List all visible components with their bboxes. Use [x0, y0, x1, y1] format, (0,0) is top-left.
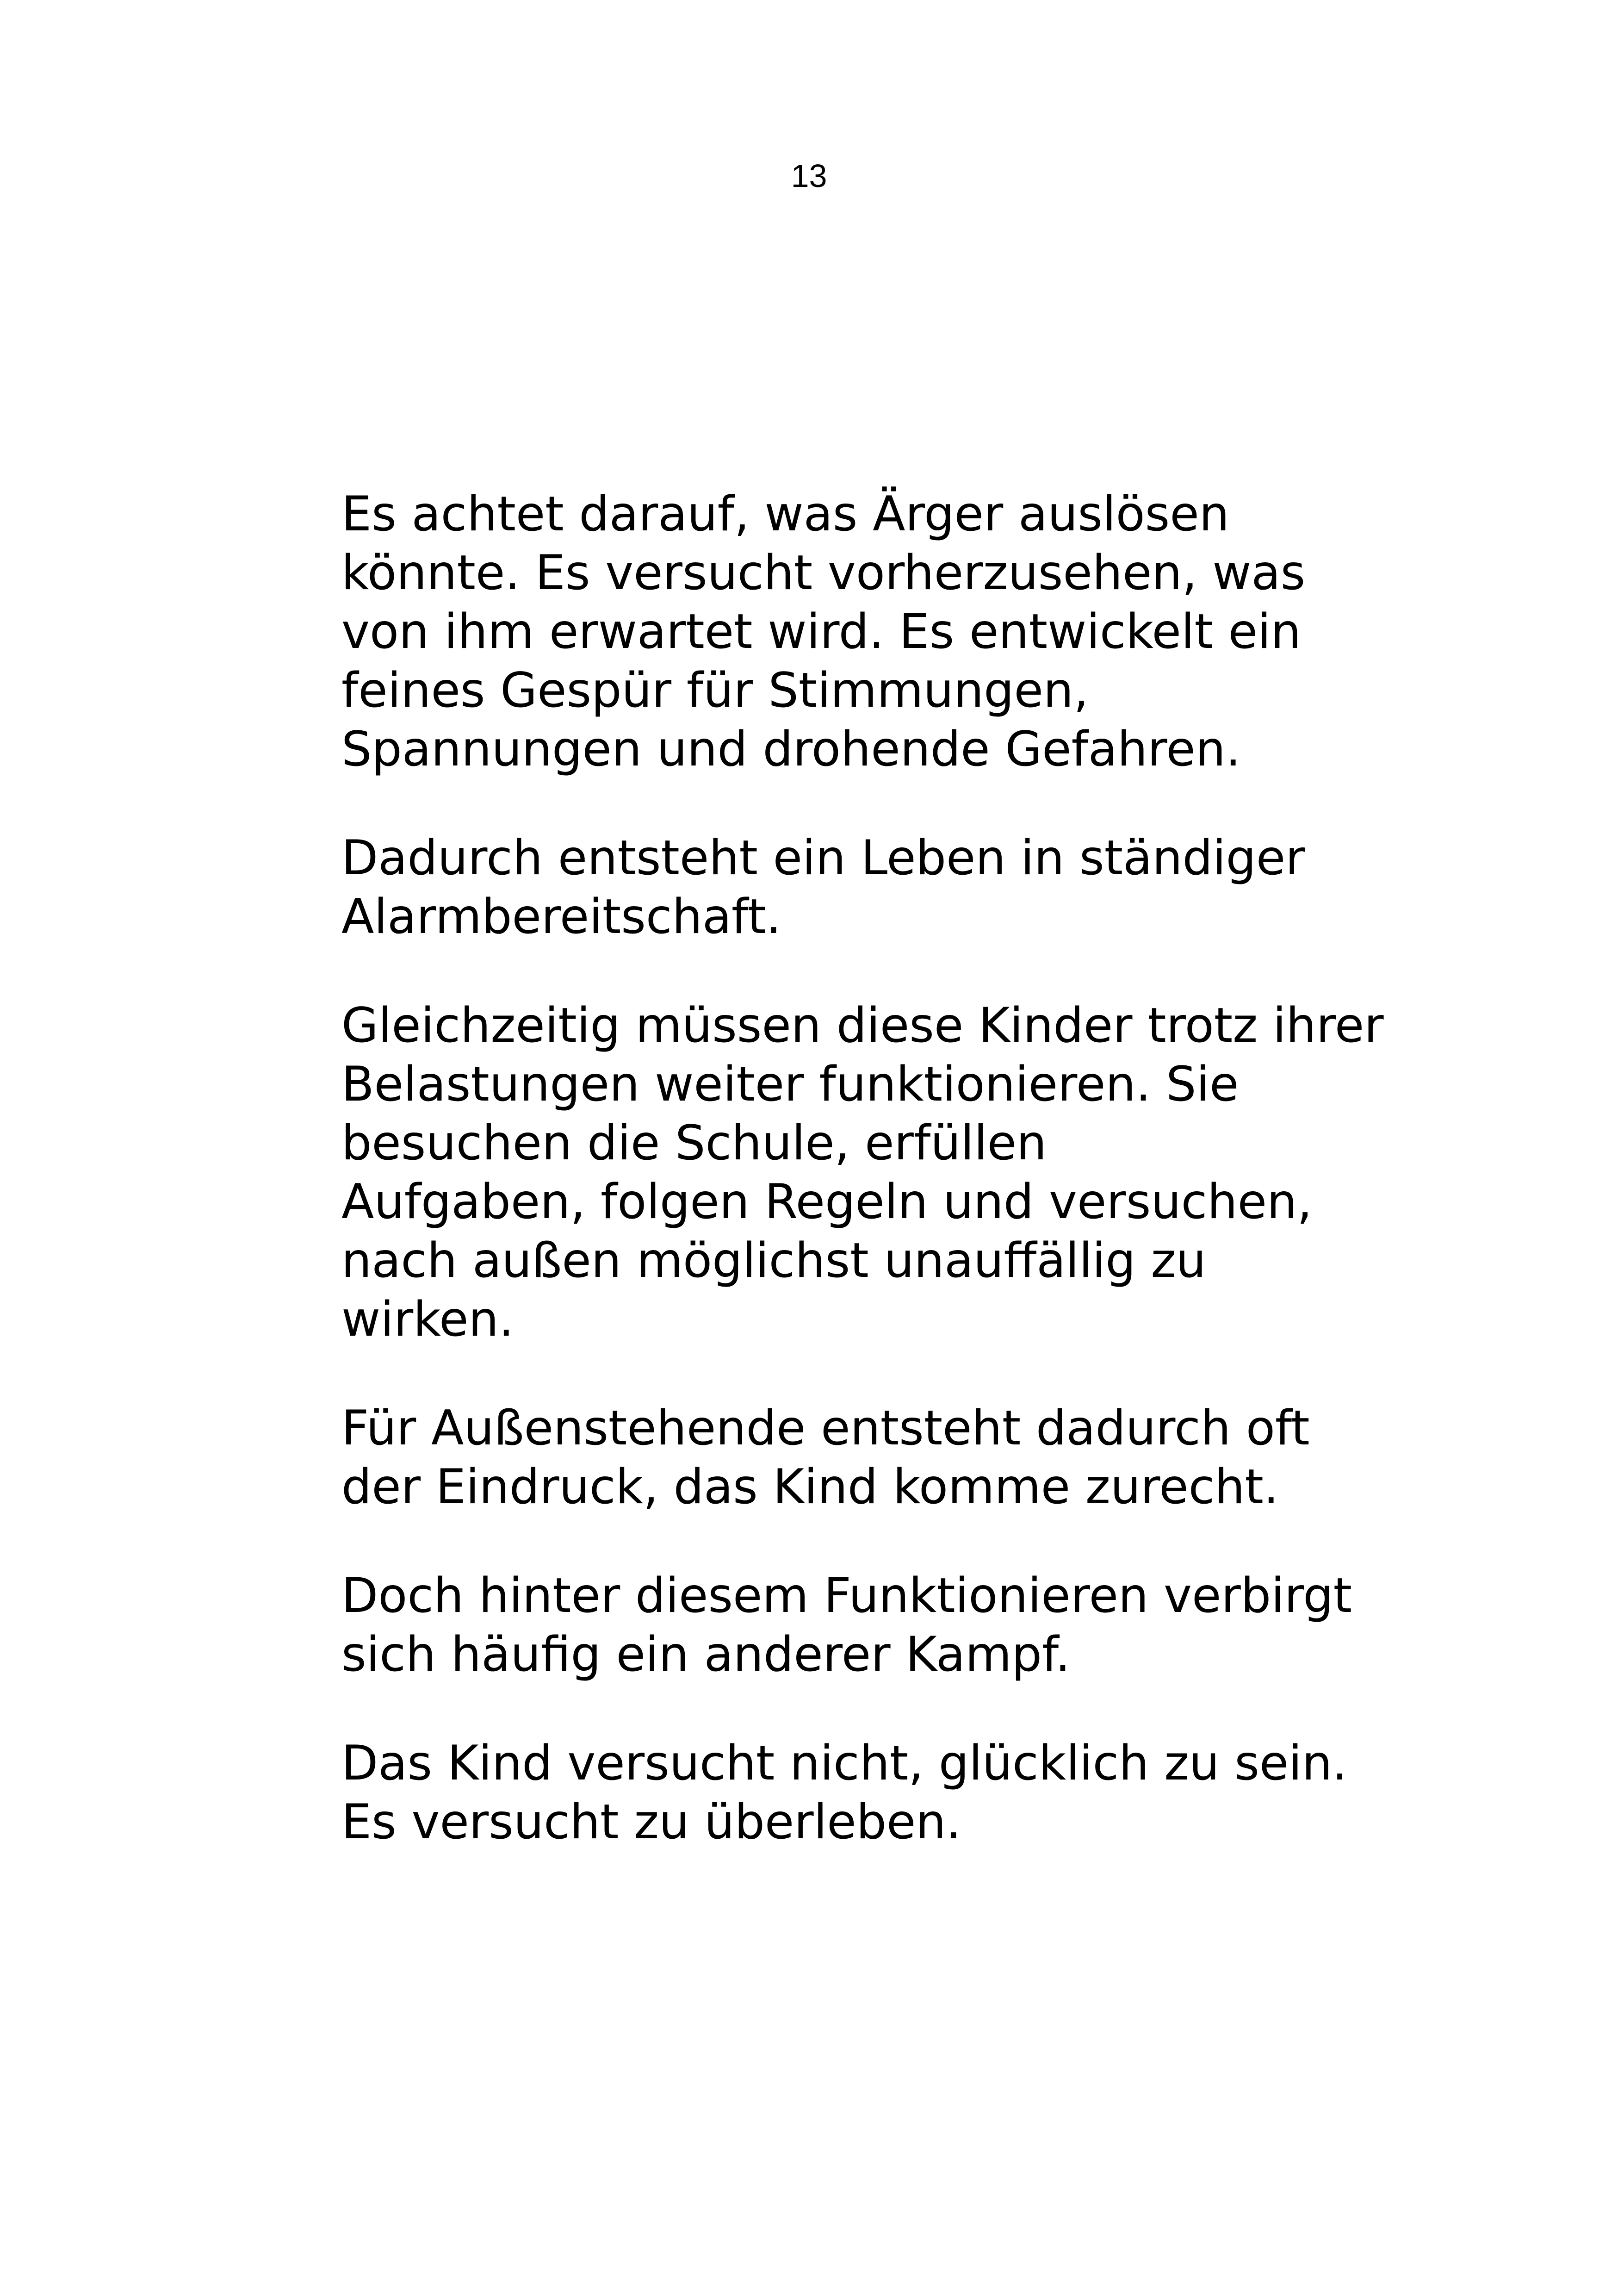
text-line: sich häufig ein anderer Kampf.	[341, 1627, 1071, 1682]
paragraph-4	[341, 1399, 1452, 1517]
text-line: Aufgaben, folgen Regeln und versuchen,	[341, 1174, 1312, 1230]
paragraph-6	[341, 1734, 1452, 1852]
paragraph-5	[341, 1567, 1452, 1684]
text-line: Alarmbereitschaft.	[341, 889, 781, 945]
text-line: wirken.	[341, 1292, 514, 1347]
text-line: Das Kind versucht nicht, glücklich zu sein.	[341, 1736, 1347, 1791]
text-line: nach außen möglichst unauffällig zu	[341, 1233, 1206, 1288]
text-line: könnte. Es versucht vorherzusehen, was	[341, 545, 1306, 601]
text-line: Spannungen und drohende Gefahren.	[341, 722, 1241, 777]
text-line: Es achtet darauf, was Ärger auslösen	[341, 486, 1229, 542]
text-line: von ihm erwartet wird. Es entwickelt ein	[341, 604, 1301, 660]
paragraph-2	[341, 829, 1452, 946]
text-line: der Eindruck, das Kind komme zurecht.	[341, 1459, 1279, 1515]
text-line: Für Außenstehende entsteht dadurch oft	[341, 1400, 1310, 1456]
page-number: 13	[791, 158, 827, 194]
text-line: Dadurch entsteht ein Leben in ständiger	[341, 830, 1305, 886]
paragraph-3	[341, 996, 1452, 1349]
paragraph-1	[341, 485, 1452, 779]
text-line: feines Gespür für Stimmungen,	[341, 663, 1089, 718]
text-line: Doch hinter diesem Funktionieren verbirgt	[341, 1568, 1352, 1624]
body-text	[341, 485, 1452, 1902]
text-line: besuchen die Schule, erfüllen	[341, 1115, 1047, 1171]
text-line: Belastungen weiter funktionieren. Sie	[341, 1057, 1239, 1112]
text-line: Gleichzeitig müssen diese Kinder trotz ihrer	[341, 998, 1384, 1053]
text-line: Es versucht zu überleben.	[341, 1794, 961, 1850]
